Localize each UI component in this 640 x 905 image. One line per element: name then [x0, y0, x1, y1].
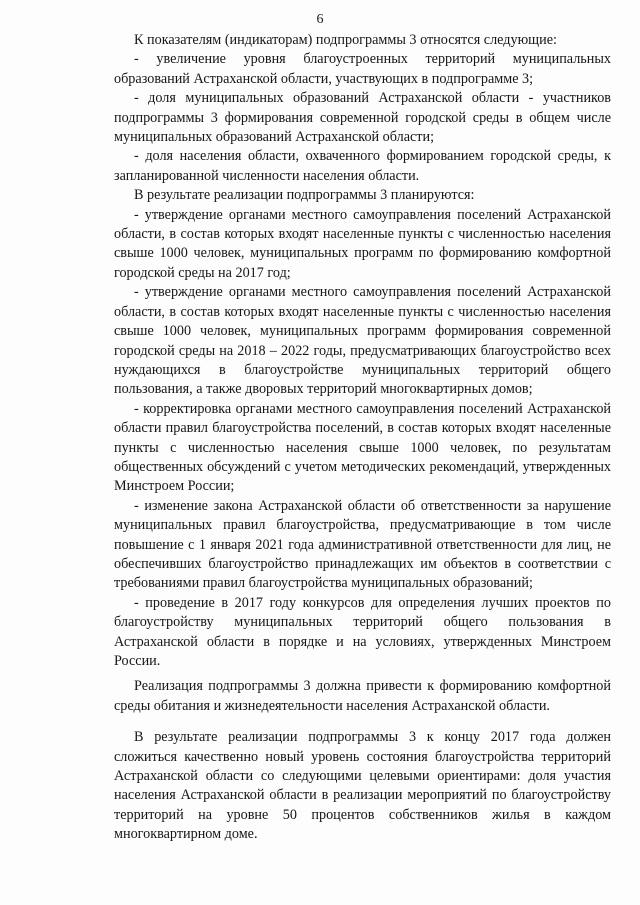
- paragraph-plan-item: - изменение закона Астраханской области об ответственности за нарушение муниципальных правил благоустройства, предусматривающие в том числе повышение с 1 января 2021 года административной ответственности для лиц, не обеспечивших благоустройство принадлежащих им объектов в соответствии с требованиями правил благоустройства муниципальных образований;: [114, 497, 611, 592]
- paragraph-plan-item: - утверждение органами местного самоуправления поселений Астраханской области, в состав которых входят населенные пункты с численностью населения свыше 1000 человек, муниципальных программ формирования современной городской среды на 2018 – 2022 годы, предусматривающих благоустройство всех нуждающихся в благоустройстве муниципальных территорий общего пользования, а также дворовых территорий многоквартирных домов;: [114, 284, 611, 398]
- paragraph-plan-item: - утверждение органами местного самоуправления поселений Астраханской области, в состав которых входят населенные пункты с численностью населения свыше 1000 человек, муниципальных программ по формированию комфортной городской среды на 2017 год;: [114, 206, 611, 281]
- page-number: 6: [316, 12, 324, 27]
- paragraph-plan-item: - корректировка органами местного самоуправления поселений Астраханской области правил благоустройства поселений, в состав которых входят населенные пункты с численностью населения свыше 1000 человек, по результатам общественных обсуждений с учетом методических рекомендаций, утвержденных Минстроем России;: [114, 400, 611, 495]
- paragraph-outcome: Реализация подпрограммы 3 должна привести к формированию комфортной среды обитания и жизнедеятельности населения Астраханской области.: [114, 678, 611, 714]
- paragraph-indicator-item: - увеличение уровня благоустроенных территорий муниципальных образований Астраханской области, участвующих в подпрограмме 3;: [114, 51, 611, 87]
- paragraph-result-2017: В результате реализации подпрограммы 3 к концу 2017 года должен сложиться качественно новый уровень состояния благоустройства территорий Астраханской области со следующими целевыми ориентирами: доля участия населения Астраханской области в реализации мероприятий по благоустройству территорий на уровне 50 процентов собственников жилья в каждом многоквартирном доме.: [114, 729, 611, 843]
- paragraph-indicators-intro: К показателям (индикаторам) подпрограммы 3 относятся следующие:: [134, 32, 557, 48]
- paragraph-plan-item: - проведение в 2017 году конкурсов для определения лучших проектов по благоустройству муниципальных территорий общего пользования в Астраханской области в порядке и на условиях, утвержденных Минстроем России.: [114, 594, 611, 669]
- document-body: [114, 31, 611, 845]
- paragraph-indicator-item: - доля муниципальных образований Астраханской области - участников подпрограммы 3 формирования современной городской среды в общем числе муниципальных образований Астраханской области;: [114, 90, 611, 146]
- paragraph-plans-intro: В результате реализации подпрограммы 3 планируются:: [134, 187, 475, 204]
- paragraph-indicator-item: - доля населения области, охваченного формированием городской среды, к запланированной численности населения области.: [114, 148, 611, 184]
